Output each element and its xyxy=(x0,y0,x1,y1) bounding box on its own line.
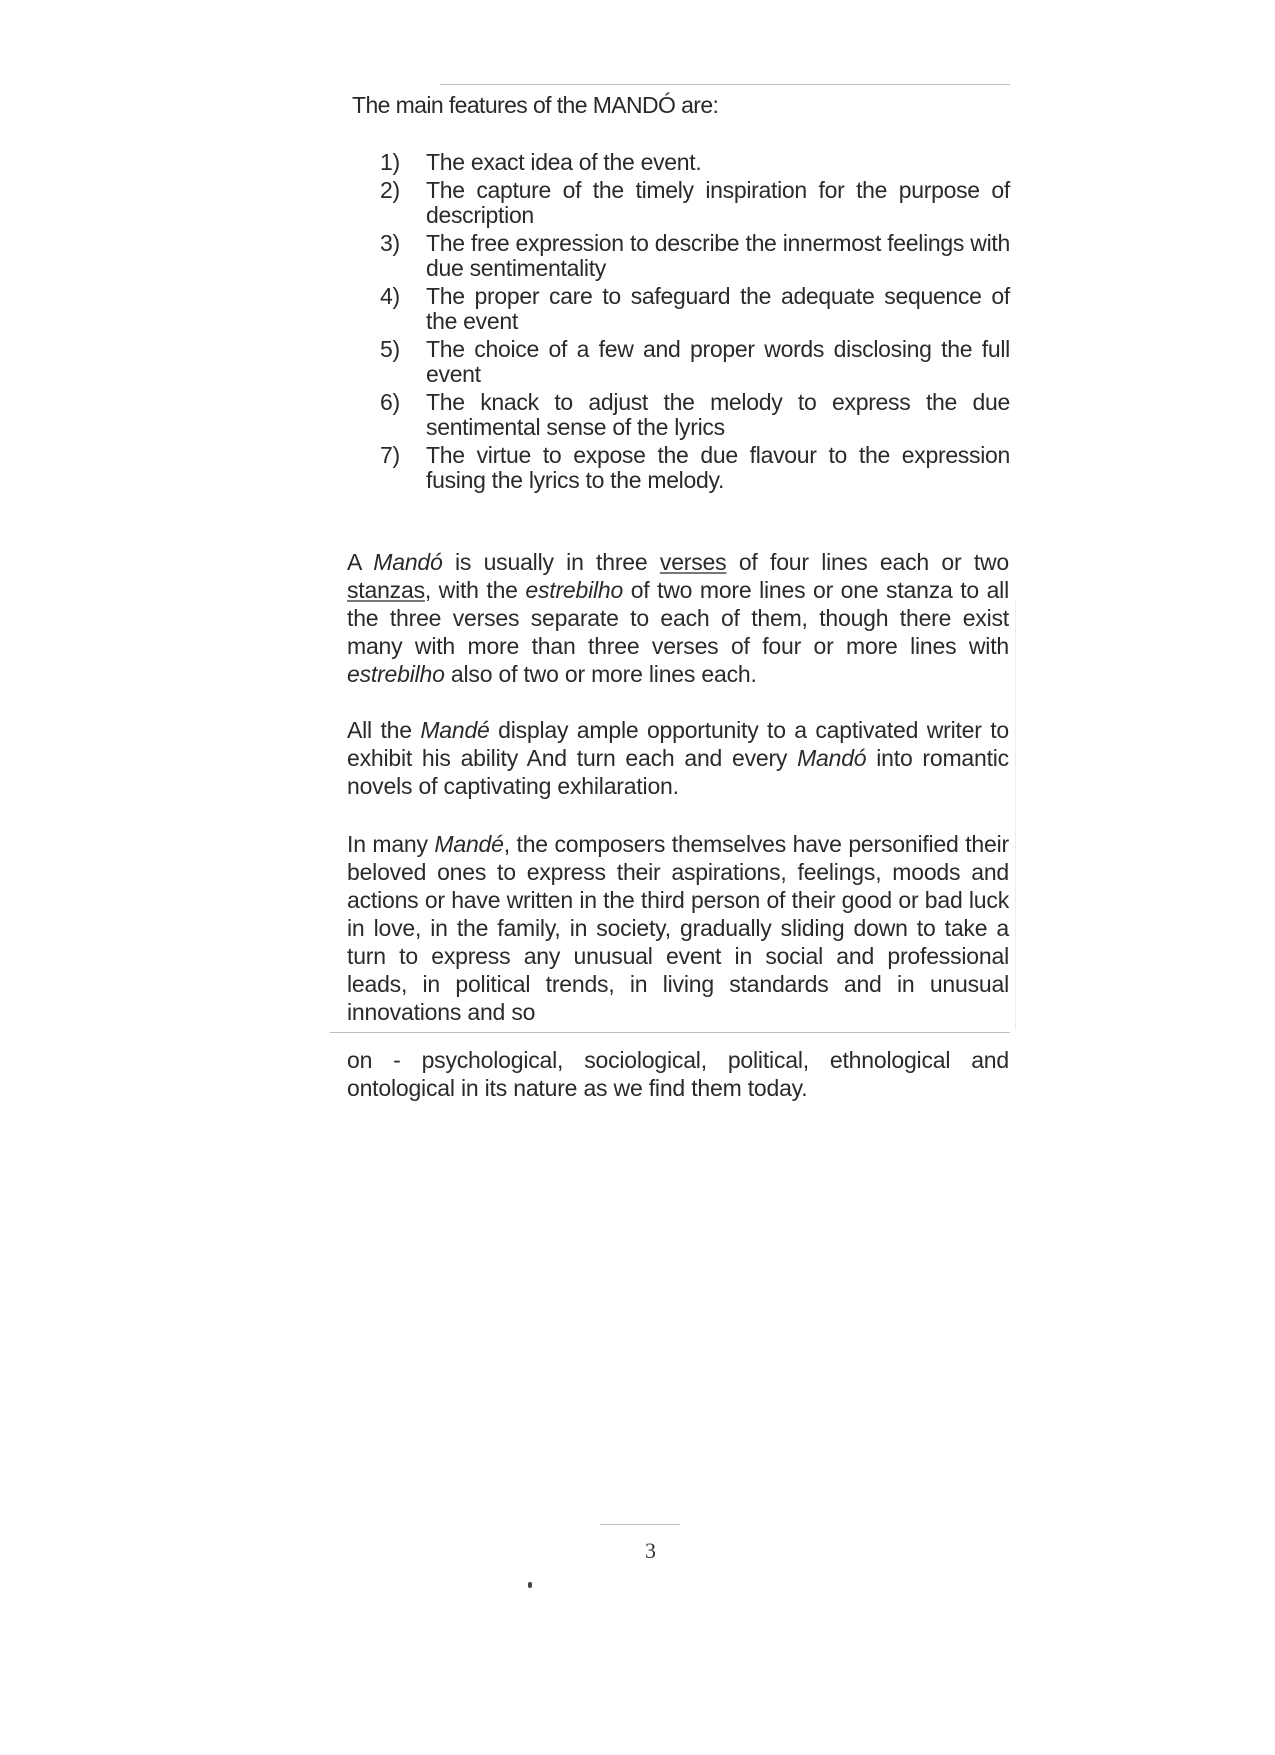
features-list xyxy=(380,150,1010,496)
paragraph-opportunity: All the Mandé display ample opportunity to a captivated writer to exhibit his ability And turn each and every Mandó into romantic novels of captivating exhilaration. xyxy=(347,717,1009,799)
list-item: 1) The exact idea of the event. xyxy=(380,149,702,175)
list-item: 6) The knack to adjust the melody to express the due sentimental sense of the lyrics xyxy=(380,389,1010,440)
scan-artifact-line xyxy=(440,84,1010,85)
intro-heading: The main features of the MANDÓ are: xyxy=(352,92,719,118)
scan-artifact-line xyxy=(330,1032,1010,1033)
list-item: 5) The choice of a few and proper words disclosing the full event xyxy=(380,336,1010,387)
list-item: 4) The proper care to safeguard the adequate sequence of the event xyxy=(380,283,1010,334)
list-item: 2) The capture of the timely inspiration for the purpose of description xyxy=(380,177,1010,228)
paragraph-conclusion: on - psychological, sociological, political, ethnological and ontological in its nature as we find them today. xyxy=(347,1047,1009,1101)
list-item: 3) The free expression to describe the innermost feelings with due sentimentality xyxy=(380,230,1010,281)
scan-speck xyxy=(528,1582,532,1588)
paragraph-verses: A Mandó is usually in three verses of four lines each or two stanzas, with the estrebilho of two more lines or one stanza to all the three verses separate to each of them, though there exist many with more than three verses of four or more lines with estrebilho also of two or more lines each. xyxy=(347,549,1010,687)
paragraph-composers: In many Mandé, the composers themselves have personified their beloved ones to express their aspirations, feelings, moods and actions or have written in the third person of their good or bad luck in love, in the family, in society, gradually sliding down to take a turn to express any unusual event in social and professional leads, in political trends, in living standards and in unusual innovations and so xyxy=(347,831,1009,1025)
scan-artifact-line xyxy=(600,1524,680,1525)
list-item: 7) The virtue to expose the due flavour to the expression fusing the lyrics to the melody. xyxy=(380,442,1010,493)
page-number: 3 xyxy=(645,1538,656,1563)
scan-edge xyxy=(1015,600,1016,1030)
